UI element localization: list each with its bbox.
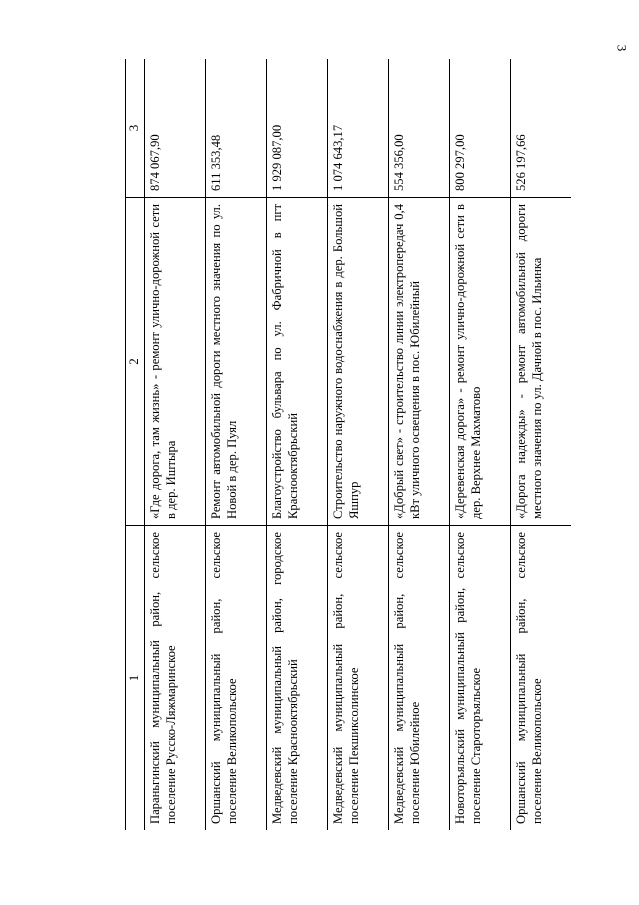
table-row <box>206 59 267 830</box>
table-header-row <box>126 59 145 830</box>
project-cell: «Где дорога, там жизнь» - ремонт улично-дорожной сети в дер. Иштыра <box>145 198 206 526</box>
municipality-cell: Параньгинский муниципальный район, сельское поселение Русско-Ляжмаринское <box>145 526 206 831</box>
amount-cell: 874 067,90 <box>145 59 206 198</box>
municipality-cell: Медведевский муниципальный район, сельское поселение Юбилейное <box>389 526 450 831</box>
grants-table <box>125 59 571 830</box>
table-row <box>450 59 511 830</box>
header-col-1: 1 <box>126 526 145 831</box>
table-row <box>328 59 389 830</box>
project-cell: «Деревенская дорога» - ремонт улично-дорожной сети в дер. Верхнее Махматово <box>450 198 511 526</box>
header-col-2: 2 <box>126 198 145 526</box>
table-row <box>511 59 572 830</box>
municipality-cell: Новоторъяльский муниципальный район, сельское поселение Староторъяльское <box>450 526 511 831</box>
municipality-cell: Медведевский муниципальный район, сельское поселение Пекшиксолинское <box>328 526 389 831</box>
amount-cell: 1 074 643,17 <box>328 59 389 198</box>
amount-cell: 800 297,00 <box>450 59 511 198</box>
amount-cell: 611 353,48 <box>206 59 267 198</box>
project-cell: «Дорога надежды» - ремонт автомобильной дороги местного значения по ул. Дачной в пос. Ильинка <box>511 198 572 526</box>
project-cell: «Добрый свет» - строительство линии электропередач 0,4 кВт уличного освещения в пос. Юбилейный <box>389 198 450 526</box>
municipality-cell: Оршанский муниципальный район, сельское поселение Великопольское <box>511 526 572 831</box>
header-col-3: 3 <box>126 59 145 198</box>
project-cell: Благоустройство бульвара по ул. Фабричной в пгт Краснооктябрьский <box>267 198 328 526</box>
table-row <box>267 59 328 830</box>
project-cell: Строительство наружного водоснабжения в дер. Большой Яшпур <box>328 198 389 526</box>
municipality-cell: Медведевский муниципальный район, городское поселение Краснооктябрьский <box>267 526 328 831</box>
municipality-cell: Оршанский муниципальный район, сельское поселение Великопольское <box>206 526 267 831</box>
amount-cell: 1 929 087,00 <box>267 59 328 198</box>
project-cell: Ремонт автомобильной дороги местного значения по ул. Новой в дер. Пуял <box>206 198 267 526</box>
table-row <box>145 59 206 830</box>
page-number: 3 <box>614 44 630 52</box>
amount-cell: 526 197,66 <box>511 59 572 198</box>
table-row <box>389 59 450 830</box>
amount-cell: 554 356,00 <box>389 59 450 198</box>
rotated-table-container <box>125 70 557 830</box>
